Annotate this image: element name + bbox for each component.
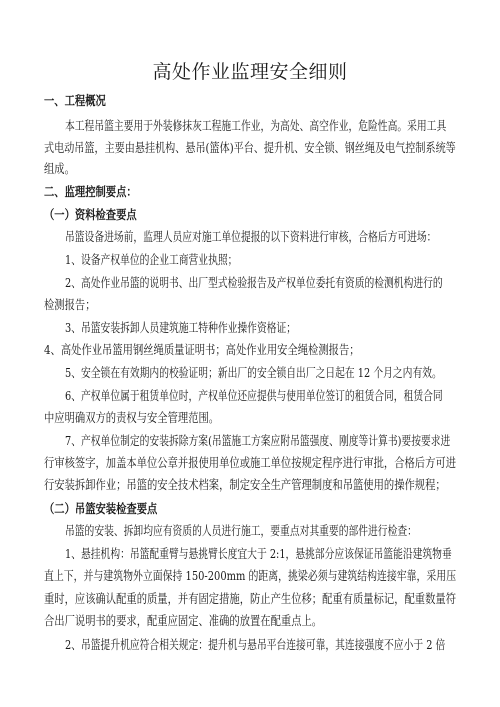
- section-heading-control-points: 二、监理控制要点：: [44, 184, 137, 199]
- list-item: 6、产权单位属于租赁单位时，产权单位还应提供与使用单位签订的租赁合同，租赁合同: [65, 388, 443, 403]
- list-item: 3、吊篮安装拆卸人员建筑施工特种作业操作资格证；: [65, 320, 297, 335]
- document-title: 高处作业监理安全细则: [152, 61, 348, 83]
- list-item: 5、安全锁在有效期内的校验证明；新出厂的安全锁自出厂之日起在 12 个月之内有效。: [65, 365, 442, 380]
- list-item: 2、吊篮提升机应符合相关规定：提升机与悬吊平台连接可靠，其连接强度不应小于 2 倍: [65, 637, 446, 652]
- paragraph-line: 吊篮的安装、拆卸均应有资质的人员进行施工，要重点对其重要的部件进行检查：: [65, 523, 417, 538]
- paragraph-line: 本工程吊篮主要用于外装修抹灰工程施工作业，为高处、高空作业，危险性高。采用工具: [65, 118, 447, 133]
- list-item: 4、高处作业吊篮用钢丝绳质量证明书；高处作业用安全绳检测报告；: [44, 342, 360, 357]
- list-item: 7、产权单位制定的安装拆除方案(吊篮施工方案应附吊篮强度、刚度等计算书)要按要求进: [65, 433, 451, 448]
- paragraph-line: 重时，应该确认配重的质量，并有固定措施，防止产生位移；配重有质量标记，配重数量符: [44, 591, 457, 606]
- paragraph-line: 合出厂说明书的要求，配重应固定、准确的放置在配重点上。: [44, 613, 323, 628]
- list-item: 1、悬挂机构：吊篮配重臂与悬挑臂长度宜大于 2:1，悬挑部分应该保证吊篮能沿建筑物垂: [65, 546, 452, 561]
- paragraph-line: 式电动吊篮，主要由悬挂机构、悬吊(篮体)平台、提升机、安全锁、钢丝绳及电气控制系统等: [44, 140, 456, 155]
- list-item: 2、高处作业吊篮的说明书、出厂型式检验报告及产权单位委托有资质的检测机构进行的: [65, 275, 443, 290]
- paragraph-line: 组成。: [44, 161, 75, 176]
- paragraph-line: 行安装拆卸作业；吊篮的安全技术档案，制定安全生产管理制度和吊篮使用的操作规程；: [44, 477, 446, 492]
- paragraph-line: 行审核签字，加盖本单位公章并报使用单位或施工单位按规定程序进行审批，合格后方可进: [44, 455, 457, 470]
- paragraph-line: 直上下，并与建筑物外立面保持 150-200mm 的距离，挑梁必须与建筑结构连接牢靠，采用压: [44, 568, 457, 583]
- paragraph-line: 中应明确双方的责权与安全管理范围。: [44, 410, 220, 425]
- section-heading-project-overview: 一、工程概况: [44, 93, 106, 108]
- paragraph-line: 吊篮设备进场前，监理人员应对施工单位提报的以下资料进行审核，合格后方可进场：: [65, 229, 437, 244]
- subsection-heading-installation-check: （二）吊篮安装检查要点: [44, 501, 158, 516]
- list-item: 1、设备产权单位的企业工商营业执照；: [65, 252, 238, 267]
- paragraph-line: 检测报告；: [44, 297, 96, 312]
- subsection-heading-document-check: （一）资料检查要点: [44, 207, 137, 222]
